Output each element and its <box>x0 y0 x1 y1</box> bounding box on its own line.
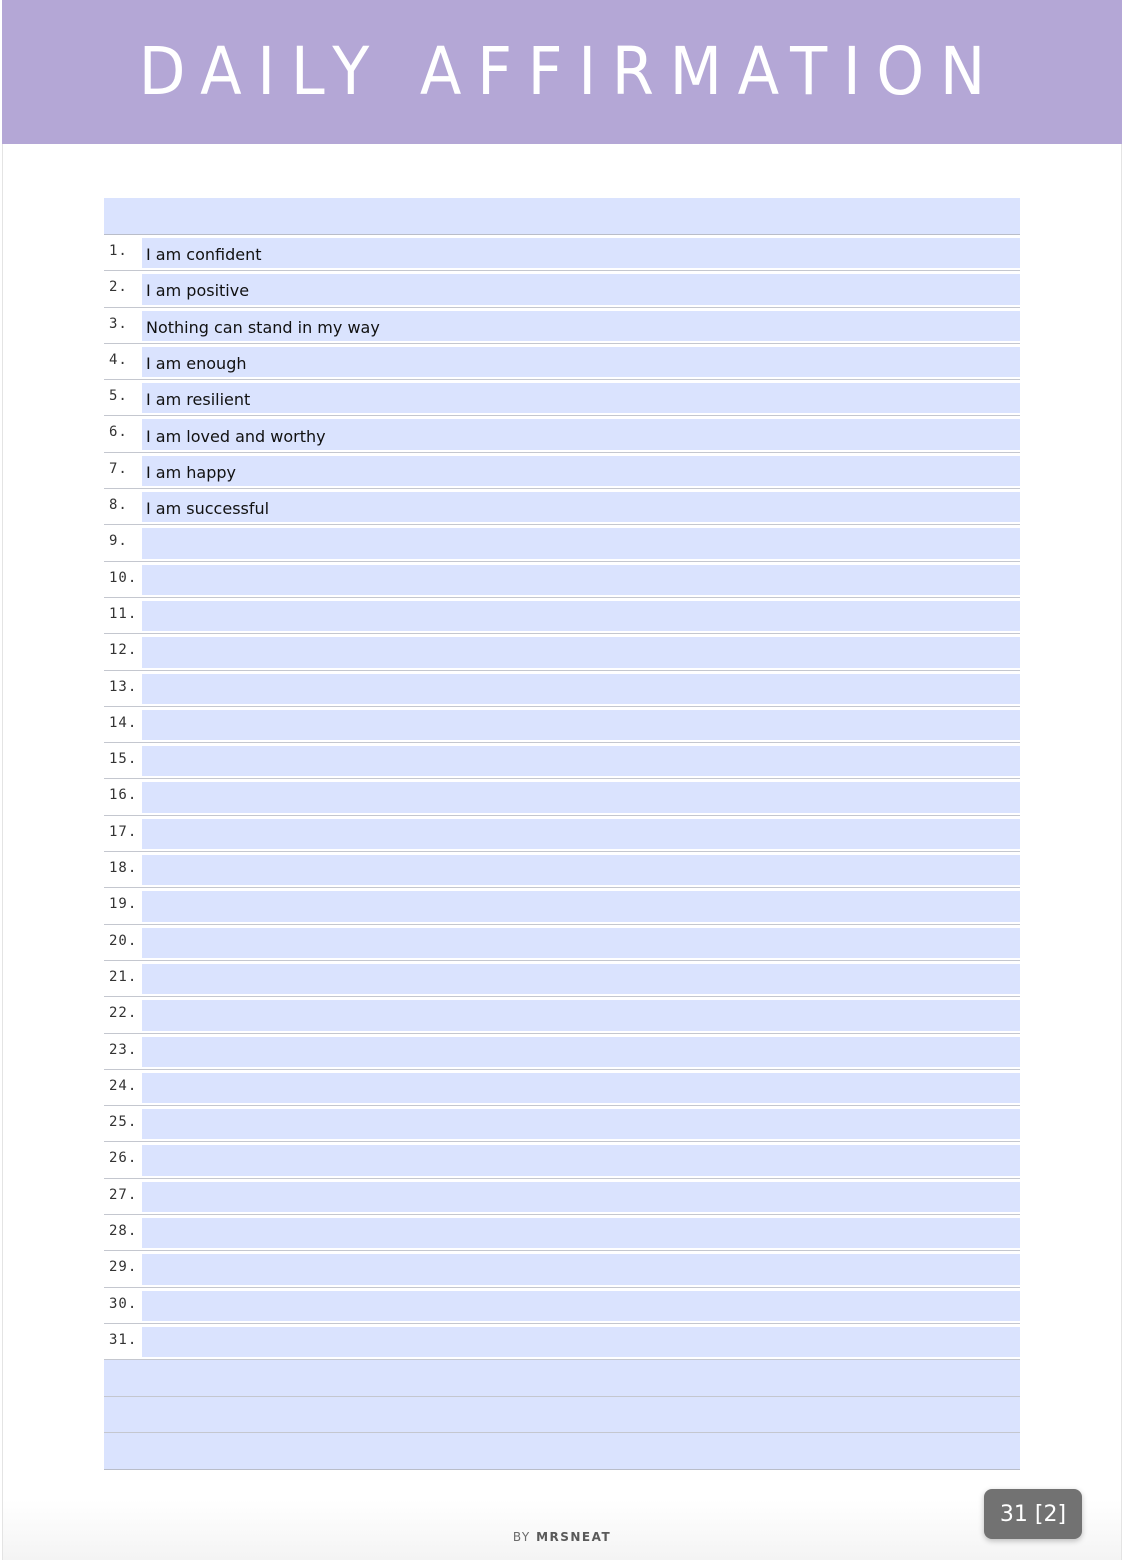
affirmation-field[interactable] <box>142 674 1020 704</box>
row-number: 27. <box>109 1186 138 1203</box>
affirmation-row <box>104 634 1020 670</box>
affirmation-field[interactable] <box>142 1182 1020 1212</box>
page-indicator[interactable]: 31 [2] <box>984 1489 1082 1539</box>
affirmation-row <box>104 1070 1020 1106</box>
affirmation-row <box>104 489 1020 525</box>
affirmation-row <box>104 235 1020 271</box>
affirmation-field[interactable] <box>142 601 1020 631</box>
footer-brand: MRSNEAT <box>536 1530 612 1544</box>
affirmation-field[interactable] <box>142 1254 1020 1284</box>
affirmation-field[interactable] <box>142 782 1020 812</box>
affirmation-field[interactable]: I am successful <box>142 492 1020 522</box>
row-number: 14. <box>109 714 138 731</box>
row-number: 30. <box>109 1295 138 1312</box>
affirmation-row <box>104 779 1020 815</box>
row-number: 1. <box>109 243 128 259</box>
row-number: 13. <box>109 678 138 695</box>
affirmation-row <box>104 453 1020 489</box>
row-number: 19. <box>109 896 138 913</box>
affirmation-row <box>104 961 1020 997</box>
affirmation-sheet <box>104 198 1020 1470</box>
affirmation-field[interactable]: I am positive <box>142 274 1020 304</box>
sheet-header-band <box>104 198 1020 235</box>
blank-band[interactable] <box>104 1433 1020 1470</box>
row-number: 6. <box>109 424 128 441</box>
affirmation-field[interactable]: I am happy <box>142 456 1020 486</box>
affirmation-row <box>104 1324 1020 1360</box>
row-number: 24. <box>109 1077 138 1094</box>
affirmation-field[interactable] <box>142 855 1020 885</box>
row-number: 9. <box>109 533 128 550</box>
blank-band[interactable] <box>104 1360 1020 1397</box>
affirmation-row <box>104 816 1020 852</box>
footer-credit <box>0 1530 1124 1544</box>
row-number: 20. <box>109 932 138 949</box>
affirmation-field[interactable]: Nothing can stand in my way <box>142 311 1020 341</box>
row-number: 28. <box>109 1223 138 1240</box>
affirmation-field[interactable] <box>142 1327 1020 1357</box>
row-number: 16. <box>109 787 138 804</box>
row-number: 5. <box>109 388 128 405</box>
row-number: 11. <box>109 605 138 622</box>
row-number: 26. <box>109 1150 138 1167</box>
row-number: 25. <box>109 1114 138 1131</box>
affirmation-row <box>104 1251 1020 1287</box>
affirmation-field[interactable] <box>142 1037 1020 1067</box>
affirmation-field[interactable] <box>142 964 1020 994</box>
row-number: 7. <box>109 460 128 477</box>
row-number: 12. <box>109 642 138 659</box>
blank-band[interactable] <box>104 1397 1020 1434</box>
affirmation-row <box>104 380 1020 416</box>
affirmation-row <box>104 416 1020 452</box>
affirmation-field[interactable] <box>142 1109 1020 1139</box>
affirmation-field[interactable] <box>142 746 1020 776</box>
footer-by-label: BY <box>512 1530 531 1544</box>
affirmation-field[interactable] <box>142 637 1020 667</box>
row-number: 21. <box>109 968 138 985</box>
row-number: 18. <box>109 860 138 877</box>
row-number: 31. <box>109 1331 138 1348</box>
page-title: DAILY AFFIRMATION <box>138 33 1001 110</box>
row-number: 23. <box>109 1041 138 1058</box>
affirmation-row <box>104 598 1020 634</box>
title-banner <box>2 0 1122 144</box>
affirmation-row <box>104 344 1020 380</box>
affirmation-field[interactable]: I am confident <box>142 238 1020 268</box>
affirmation-field[interactable] <box>142 1000 1020 1030</box>
affirmation-row <box>104 888 1020 924</box>
affirmation-field[interactable]: I am resilient <box>142 383 1020 413</box>
affirmation-row <box>104 562 1020 598</box>
row-number: 15. <box>109 751 138 768</box>
affirmation-row <box>104 925 1020 961</box>
affirmation-row <box>104 308 1020 344</box>
affirmation-field[interactable] <box>142 819 1020 849</box>
affirmation-row <box>104 707 1020 743</box>
row-number: 22. <box>109 1005 138 1022</box>
row-number: 17. <box>109 823 138 840</box>
affirmation-row <box>104 997 1020 1033</box>
row-number: 29. <box>109 1259 138 1276</box>
row-number: 4. <box>109 351 128 368</box>
affirmation-field[interactable] <box>142 1073 1020 1103</box>
row-number: 10. <box>109 569 138 586</box>
affirmation-field[interactable] <box>142 528 1020 558</box>
row-number: 3. <box>109 315 128 332</box>
affirmation-row <box>104 525 1020 561</box>
affirmation-field[interactable] <box>142 1145 1020 1175</box>
affirmation-row <box>104 1215 1020 1251</box>
affirmation-row <box>104 852 1020 888</box>
affirmation-field[interactable]: I am enough <box>142 347 1020 377</box>
affirmation-field[interactable] <box>142 1291 1020 1321</box>
affirmation-field[interactable] <box>142 1218 1020 1248</box>
row-number: 2. <box>109 279 128 296</box>
affirmation-row <box>104 1142 1020 1178</box>
row-number: 8. <box>109 497 128 514</box>
affirmation-field[interactable]: I am loved and worthy <box>142 419 1020 449</box>
affirmation-row <box>104 1288 1020 1324</box>
affirmation-row <box>104 671 1020 707</box>
affirmation-field[interactable] <box>142 565 1020 595</box>
affirmation-row <box>104 1179 1020 1215</box>
affirmation-row <box>104 743 1020 779</box>
affirmation-field[interactable] <box>142 710 1020 740</box>
affirmation-field[interactable] <box>142 928 1020 958</box>
affirmation-row <box>104 1106 1020 1142</box>
affirmation-row <box>104 271 1020 307</box>
affirmation-list <box>104 235 1020 1360</box>
affirmation-field[interactable] <box>142 891 1020 921</box>
affirmation-row <box>104 1034 1020 1070</box>
